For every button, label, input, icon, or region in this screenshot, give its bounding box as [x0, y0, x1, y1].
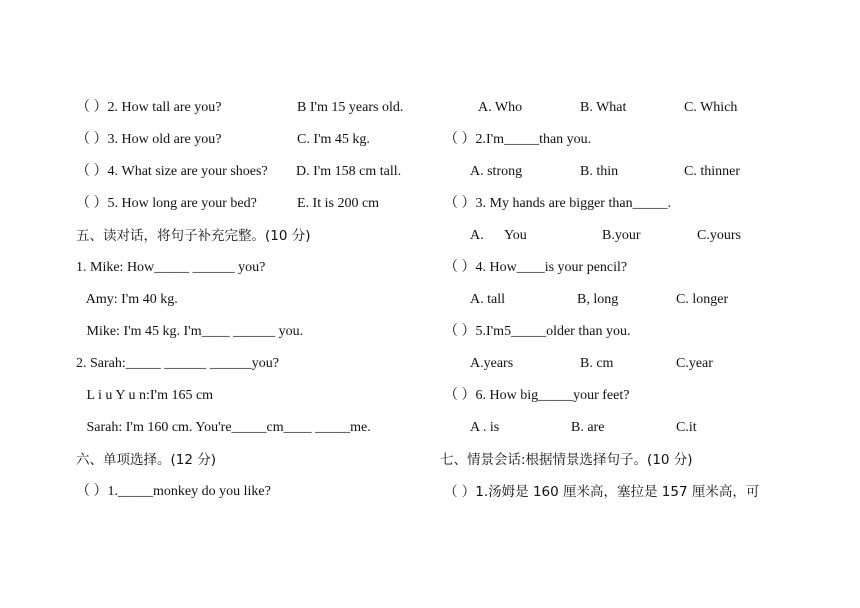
answer-option-b: B I'm 15 years old.	[297, 100, 404, 115]
question-mc-5: （ ）5.I'm5_____older than you.	[444, 324, 631, 339]
mc3-option-b: B.your	[602, 228, 641, 243]
mc6-option-b: B. are	[571, 420, 605, 435]
question-mc-2: （ ）2.I'm_____than you.	[444, 132, 592, 147]
mc5-option-b: B. cm	[580, 356, 614, 371]
section-7-heading: 七、情景会话:根据情景选择句子。(10 分)	[440, 452, 693, 468]
mc3-option-a: A. You	[470, 228, 527, 243]
dialogue-2-line-1: 2. Sarah:_____ ______ ______you?	[76, 356, 279, 371]
mc5-option-c: C.year	[676, 356, 713, 371]
mc3-option-c: C.yours	[697, 228, 741, 243]
mc6-option-a: A . is	[470, 420, 500, 435]
question-mc-1: （ ）1._____monkey do you like?	[76, 484, 271, 499]
mc1-option-b: B. What	[580, 100, 627, 115]
dialogue-2-line-3: Sarah: I'm 160 cm. You're_____cm____ _____me.	[76, 420, 371, 435]
question-left-2: （ ）2. How tall are you?	[76, 100, 222, 115]
situational-question-1: （ ）1.汤姆是 160 厘米高，塞拉是 157 厘米高，可	[444, 484, 760, 500]
mc2-option-c: C. thinner	[684, 164, 740, 179]
dialogue-1-line-1: 1. Mike: How_____ ______ you?	[76, 260, 266, 275]
question-mc-4: （ ）4. How____is your pencil?	[444, 260, 628, 275]
dialogue-1-line-2: Amy: I'm 40 kg.	[76, 292, 178, 307]
dialogue-1-line-3: Mike: I'm 45 kg. I'm____ ______ you.	[76, 324, 304, 339]
dialogue-2-line-2: L i u Y u n:I'm 165 cm	[76, 388, 214, 403]
mc4-option-c: C. longer	[676, 292, 729, 307]
question-left-3: （ ）3. How old are you?	[76, 132, 222, 147]
section-6-heading: 六、单项选择。(12 分)	[76, 452, 217, 468]
mc6-option-c: C.it	[676, 420, 697, 435]
mc5-option-a: A.years	[470, 356, 514, 371]
question-mc-6: （ ）6. How big_____your feet?	[444, 388, 630, 403]
mc1-option-c: C. Which	[684, 100, 738, 115]
mc2-option-b: B. thin	[580, 164, 619, 179]
question-left-4: （ ）4. What size are your shoes?	[76, 164, 268, 179]
section-5-heading: 五、读对话，将句子补充完整。(10 分)	[76, 228, 311, 244]
question-left-5: （ ）5. How long are your bed?	[76, 196, 257, 211]
mc2-option-a: A. strong	[470, 164, 523, 179]
question-mc-3: （ ）3. My hands are bigger than_____.	[444, 196, 672, 211]
mc4-option-a: A. tall	[470, 292, 505, 307]
mc4-option-b: B, long	[577, 292, 619, 307]
answer-option-d: D. I'm 158 cm tall.	[296, 164, 402, 179]
answer-option-c: C. I'm 45 kg.	[297, 132, 370, 147]
mc1-option-a: A. Who	[478, 100, 523, 115]
answer-option-e: E. It is 200 cm	[297, 196, 380, 211]
